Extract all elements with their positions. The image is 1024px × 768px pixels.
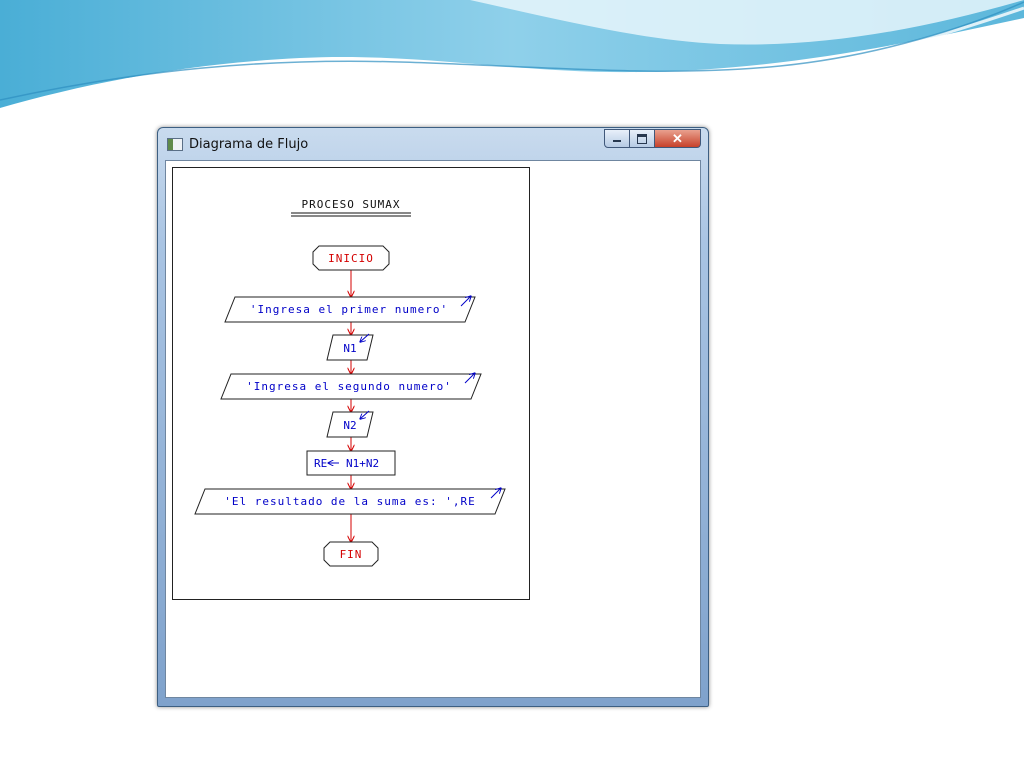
- window-title: Diagrama de Flujo: [189, 137, 309, 152]
- maximize-button[interactable]: [630, 129, 655, 148]
- end-label: FIN: [339, 548, 363, 561]
- assign-expr-label: N1+N2: [346, 457, 380, 470]
- flowchart-canvas: [172, 167, 530, 600]
- output1-label: 'Ingresa el primer numero': [249, 303, 449, 316]
- flowchart-title: PROCESO SUMAX: [301, 198, 401, 211]
- start-label: INICIO: [328, 252, 374, 265]
- app-window-icon[interactable]: [167, 138, 183, 151]
- flowchart-window[interactable]: [157, 127, 709, 707]
- slide-wave-decoration: [0, 0, 1024, 120]
- close-icon: ✕: [672, 130, 683, 146]
- close-button[interactable]: [655, 129, 701, 148]
- input1-label: N1: [343, 342, 357, 355]
- caption-buttons: [604, 129, 701, 149]
- minimize-button[interactable]: [604, 129, 630, 148]
- output3-label: 'El resultado de la suma es: ',RE: [224, 495, 476, 508]
- window-titlebar[interactable]: [158, 128, 708, 160]
- input2-label: N2: [343, 419, 357, 432]
- assign-target-label: RE: [314, 457, 328, 470]
- output2-label: 'Ingresa el segundo numero': [246, 380, 452, 393]
- flowchart-diagram: [173, 168, 529, 599]
- minimize-icon: [613, 140, 621, 142]
- maximize-icon: [637, 134, 647, 144]
- window-client-area: [165, 160, 701, 698]
